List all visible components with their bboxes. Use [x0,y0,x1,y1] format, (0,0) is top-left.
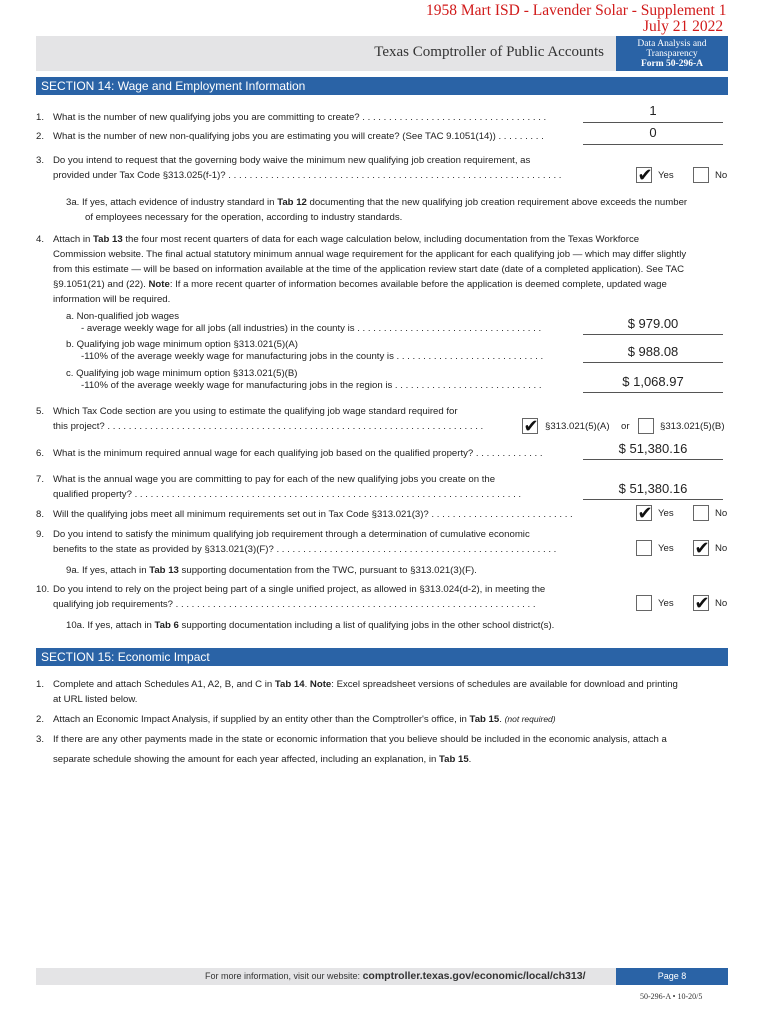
q8-yes-checkbox[interactable] [636,505,652,521]
q10-line1: Do you intend to rely on the project being part of a single unified project, as allowed in §313.024(d-2), in meeting the [53,584,546,595]
supplement-stamp-date: July 21 2022 [643,18,724,35]
q8-text: Will the qualifying jobs meet all minimum requirements set out in Tax Code §313.021(3)? . . . . . . . . . . . . . . . . . . . . . . . . . . . [53,509,573,520]
s15-item1-number: 1. [36,679,45,690]
section-14-title: SECTION 14: Wage and Employment Information [36,77,728,95]
q10-number: 10. [36,584,50,595]
q5-option-a-checkbox[interactable] [522,418,538,434]
q5-line2: this project? . . . . . . . . . . . . . . . . . . . . . . . . . . . . . . . . . . . . . . . . . . . . . . . . . . . . . . . . . . . . . . . . . . . . . . . [53,421,484,432]
q9-yes-label: Yes [658,543,674,554]
q10-yes-label: Yes [658,598,674,609]
q3-line1: Do you intend to request that the governing body waive the minimum new qualifying job creation requirement, as [53,155,531,166]
s15-item3-number: 3. [36,734,45,745]
q1-answer[interactable]: 1 [583,103,723,123]
q4-number: 4. [36,234,45,245]
q7-number: 7. [36,474,45,485]
q9-line2: benefits to the state as provided by §313.021(3)(F)? . . . . . . . . . . . . . . . . . . . . . . . . . . . . . . . . . . . . . . . . . . . . . . . . . . . . . [53,544,557,555]
q9-no-label: No [715,543,728,554]
q1-number: 1. [36,112,45,123]
s15-item2-text: Attach an Economic Impact Analysis, if supplied by an entity other than the Comptroller's office, in Tab 15. (not required) [53,714,556,725]
q5-line1: Which Tax Code section are you using to estimate the qualifying job wage standard required for [53,406,458,417]
q2-text: What is the number of new non-qualifying jobs you are estimating you will create? (See TAC 9.1051(14)) . . . . . . . . . [53,131,544,142]
q4b-line1: b. Qualifying job wage minimum option §313.021(5)(A) [66,339,298,350]
q5-option-a-label: §313.021(5)(A) [545,421,610,432]
q10-no-label: No [715,598,728,609]
q9-line1: Do you intend to satisfy the minimum qualifying job requirement through a determination of cumulative economic [53,529,530,540]
q9-yes-checkbox[interactable] [636,540,652,556]
q9-no-checkmark-icon: ✔ [694,538,710,558]
q10-line2: qualifying job requirements? . . . . . . . . . . . . . . . . . . . . . . . . . . . . . . . . . . . . . . . . . . . . . . . . . . . . . . . . . . . . . . . . . . . . [53,599,536,610]
q5-option-b-label: §313.021(5)(B) [660,421,725,432]
q6-answer[interactable]: $ 51,380.16 [583,441,723,460]
dept-line2: Transparency [646,49,698,59]
q6-number: 6. [36,448,45,459]
q10-no-checkmark-icon: ✔ [694,593,710,613]
q4a-line1: a. Non-qualified job wages [66,311,180,322]
q10-no-checkbox[interactable] [693,595,709,611]
q5-option-b-checkbox[interactable] [638,418,654,434]
q2-number: 2. [36,131,45,142]
supplement-stamp-line1: 1958 Mart ISD - Lavender Solar - Supplement 1 [426,2,727,19]
q7-line2: qualified property? . . . . . . . . . . . . . . . . . . . . . . . . . . . . . . . . . . . . . . . . . . . . . . . . . . . . . . . . . . . . . . . . . . . . . . . . . [53,489,522,500]
q8-yes-checkmark-icon: ✔ [637,503,653,523]
section-15-title: SECTION 15: Economic Impact [36,648,728,666]
s15-item3-line2: separate schedule showing the amount for each year affected, including an explanation, in Tab 15. [53,754,472,765]
q3-yes-label: Yes [658,170,674,181]
page-number: Page 8 [616,968,728,985]
q3-no-label: No [715,170,728,181]
q8-number: 8. [36,509,45,520]
q8-no-label: No [715,508,728,519]
q6-text: What is the minimum required annual wage for each qualifying job based on the qualified property? . . . . . . . . . . . . . [53,448,543,459]
agency-title: Texas Comptroller of Public Accounts [374,44,604,60]
q8-no-checkbox[interactable] [693,505,709,521]
q4b-line2: -110% of the average weekly wage for manufacturing jobs in the county is . . . . . . . . . . . . . . . . . . . . . . . . . . . . [81,351,544,362]
q7-line1: What is the annual wage you are committing to pay for each of the new qualifying jobs you create on the [53,474,496,485]
form-number: Form 50-296-A [641,59,703,69]
q4b-answer[interactable]: $ 988.08 [583,344,723,363]
q4c-line1: c. Qualifying job wage minimum option §313.021(5)(B) [66,368,298,379]
q5-number: 5. [36,406,45,417]
q3a-line1: 3a. If yes, attach evidence of industry standard in Tab 12 documenting that the new qualifying job creation requirement above exceeds the number [66,197,688,208]
header-bar [36,36,616,71]
q9-number: 9. [36,529,45,540]
form-id-box [616,36,728,71]
q10-yes-checkbox[interactable] [636,595,652,611]
q3-no-checkbox[interactable] [693,167,709,183]
q5-or-label: or [621,421,630,432]
s15-item1-line1: Complete and attach Schedules A1, A2, B, and C in Tab 14. Note: Excel spreadsheet versions of schedules are available for download and printing [53,679,678,690]
q9-no-checkbox[interactable] [693,540,709,556]
dept-line1: Data Analysis and [637,39,707,49]
q2-answer[interactable]: 0 [583,125,723,145]
q4-line4: §9.1051(21) and (22). Note: If a more recent quarter of information becomes available before the application is deemed complete, updated wage [53,279,667,290]
q3-yes-checkmark-icon: ✔ [637,165,653,185]
q4a-answer[interactable]: $ 979.00 [583,316,723,335]
q3-number: 3. [36,155,45,166]
q5-option-a-checkmark-icon: ✔ [523,416,539,436]
q9a-text: 9a. If yes, attach in Tab 13 supporting documentation from the TWC, pursuant to §313.021(3)(F). [66,565,477,576]
s15-item3-line1: If there are any other payments made in the state or economic information that you believe should be included in the economic analysis, attach a [53,734,667,745]
q4-line3: from this estimate — will be based on information available at the time of the application review start date (date of a completed application). See TAC [53,264,685,275]
q1-text: What is the number of new qualifying jobs you are committing to create? . . . . . . . . . . . . . . . . . . . . . . . . . . . . . . . . . . . [53,112,547,123]
website-link[interactable]: comptroller.texas.gov/economic/local/ch313/ [362,970,586,982]
q4-line2: Commission website. The final actual statutory minimum annual wage requirement for the applicant for each qualifying job — which may differ slightly [53,249,687,260]
q8-yes-label: Yes [658,508,674,519]
form-revision-code: 50-296-A • 10-20/5 [640,992,703,1001]
q4a-line2: - average weekly wage for all jobs (all industries) in the county is . . . . . . . . . . . . . . . . . . . . . . . . . . . . . . . . . . . [81,323,542,334]
footer-info: For more information, visit our website: comptroller.texas.gov/economic/local/ch313/ [205,970,586,982]
q3-line2: provided under Tax Code §313.025(f-1)? . . . . . . . . . . . . . . . . . . . . . . . . . . . . . . . . . . . . . . . . . . . . . . . . . . . . . . . . . . . . . . . [53,170,562,181]
s15-item2-number: 2. [36,714,45,725]
q3a-line2: of employees necessary for the operation, according to industry standards. [85,212,403,223]
s15-item1-line2: at URL listed below. [53,694,138,705]
q4-line1: Attach in Tab 13 the four most recent quarters of data for each wage calculation below, including documentation from the Texas Workforce [53,234,640,245]
q3-yes-checkbox[interactable] [636,167,652,183]
q4c-answer[interactable]: $ 1,068.97 [583,374,723,393]
q4-line5: information will be required. [53,294,171,305]
q7-answer[interactable]: $ 51,380.16 [583,481,723,500]
q10a-text: 10a. If yes, attach in Tab 6 supporting documentation including a list of qualifying jobs in the other school district(s). [66,620,555,631]
q4c-line2: -110% of the average weekly wage for manufacturing jobs in the region is . . . . . . . . . . . . . . . . . . . . . . . . . . . . [81,380,542,391]
